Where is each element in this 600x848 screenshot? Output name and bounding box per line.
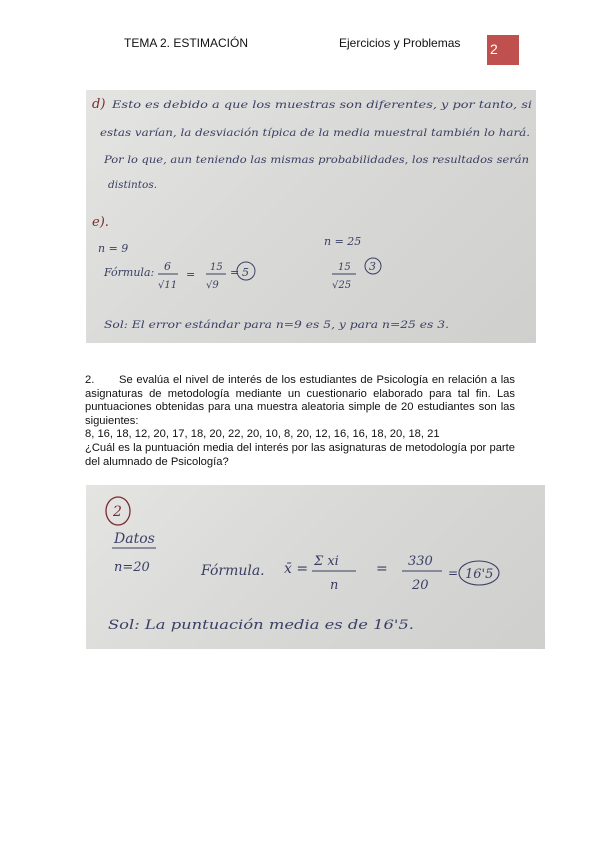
value-numerator: 330 bbox=[408, 554, 433, 569]
result-2-value: 3 bbox=[369, 260, 376, 273]
n9-label: n = 9 bbox=[98, 242, 129, 255]
circled-problem-number: 2 bbox=[113, 504, 122, 520]
answer-e-label: e). bbox=[92, 215, 109, 230]
problem-number: 2. bbox=[85, 374, 95, 386]
sample-size: n=20 bbox=[114, 560, 150, 575]
handwritten-answer-photo-2 bbox=[86, 485, 545, 649]
problem-2-solution: Sol: La puntuación media es de 16'5. bbox=[108, 618, 414, 633]
fraction-3-numerator: 15 bbox=[338, 262, 351, 273]
fraction-2-numerator: 15 bbox=[210, 262, 223, 273]
fraction-2-denominator: √9 bbox=[206, 280, 219, 291]
header-subtitle: Ejercicios y Problemas bbox=[339, 36, 461, 50]
fraction-1-numerator: 6 bbox=[164, 260, 171, 273]
answer-e-solution: Sol: El error estándar para n=9 es 5, y para n=25 es 3. bbox=[104, 320, 449, 331]
formula-denominator: n bbox=[330, 578, 339, 593]
problem-2-data: 8, 16, 18, 12, 20, 17, 18, 20, 22, 20, 10, 8, 20, 12, 16, 16, 18, 20, 18, 21 bbox=[85, 428, 440, 441]
result-1-value: 5 bbox=[242, 266, 249, 279]
header-title: TEMA 2. ESTIMACIÓN bbox=[124, 36, 249, 50]
problem-2-question: ¿Cuál es la puntuación media del interés por las asignaturas de metodología por parte del alumnado de Psicología? bbox=[85, 441, 515, 468]
answer-d-line-1: Esto es debido a que los muestras son diferentes, y por tanto, si bbox=[110, 99, 533, 111]
problem-2-text: Se evalúa el nivel de interés de los estudiantes de Psicología en relación a las asignaturas de metodología mediante un cuestionario elaborado para tal fin. Las puntuaciones obtenidas para una muestra aleatoria simple de 20 estudiantes son las siguientes: bbox=[85, 374, 515, 427]
problem-2-statement bbox=[85, 374, 515, 428]
equals-sign-4: = bbox=[448, 566, 459, 580]
equals-sign-2: = bbox=[230, 266, 240, 279]
n25-label: n = 25 bbox=[324, 235, 362, 248]
problem-2 bbox=[85, 374, 515, 469]
handwritten-answer-photo-1 bbox=[86, 90, 536, 343]
mean-result: 16'5 bbox=[465, 567, 494, 582]
page-number-badge: 2 bbox=[487, 35, 519, 65]
answer-d-line-4: distintos. bbox=[108, 179, 158, 191]
fraction-3-denominator: √25 bbox=[332, 280, 352, 291]
datos-heading: Datos bbox=[114, 531, 155, 547]
formula-label: Fórmula: bbox=[104, 266, 155, 279]
equals-sign-1: = bbox=[186, 268, 196, 281]
equals-sign-3: = bbox=[376, 561, 388, 577]
answer-d-line-2: estas varían, la desviación típica de la media muestral también lo hará. bbox=[100, 127, 530, 139]
formula-label-2: Fórmula. bbox=[201, 563, 265, 579]
value-denominator: 20 bbox=[412, 578, 429, 593]
formula-numerator: Σ xi bbox=[314, 554, 339, 569]
answer-d-line-3: Por lo que, aun teniendo las mismas probabilidades, los resultados serán bbox=[102, 154, 530, 166]
mean-symbol: x̄ = bbox=[284, 561, 309, 577]
fraction-1-denominator: √11 bbox=[158, 280, 178, 291]
answer-d-label: d) bbox=[92, 97, 106, 112]
